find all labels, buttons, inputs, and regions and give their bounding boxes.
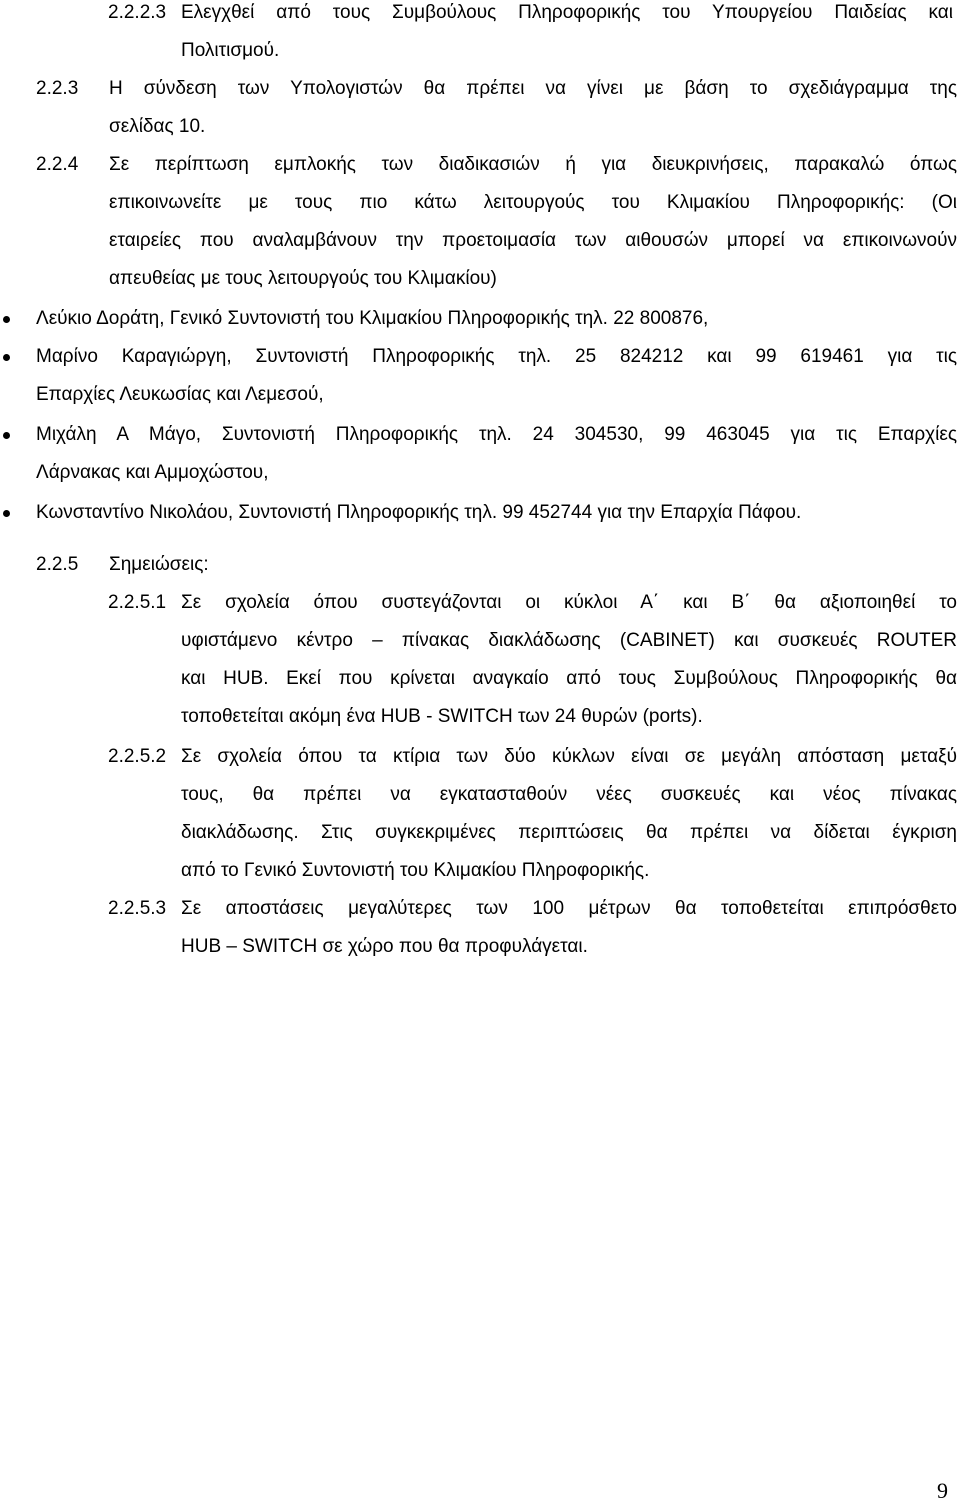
- note-number: 2.2.5.2: [108, 746, 167, 767]
- contact-text-line: Λεύκιο Δοράτη, Γενικό Συντονιστή του Κλιμακίου Πληροφορικής τηλ. 22 800876,: [36, 308, 709, 329]
- note-text-line: HUB – SWITCH σε χώρο που θα προφυλάγεται.: [181, 936, 588, 957]
- bullet-icon: [3, 432, 10, 439]
- note-text-line: Σε σχολεία όπου συστεγάζονται οι κύκλοι Α΄ και Β΄ θα αξιοποιηθεί το: [181, 592, 957, 613]
- note-text-line: Σε αποστάσεις μεγαλύτερες των 100 μέτρων θα τοποθετείται επιπρόσθετο: [181, 898, 957, 919]
- bullet-icon: [3, 354, 10, 361]
- section-text-line: Σε περίπτωση εμπλοκής των διαδικασιών ή για διευκρινήσεις, παρακαλώ όπως: [109, 154, 957, 175]
- note-text-line: από το Γενικό Συντονιστή του Κλιμακίου Πληροφορικής.: [181, 860, 650, 881]
- section-text-line: Ελεγχθεί από τους Συμβούλους Πληροφορικής του Υπουργείου Παιδείας και: [181, 2, 953, 23]
- section-text-line: Πολιτισμού.: [181, 40, 280, 61]
- section-text-line: σελίδας 10.: [109, 116, 206, 137]
- section-number: 2.2.3: [36, 78, 79, 99]
- contact-text-line: Μαρίνο Καραγιώργη, Συντονιστή Πληροφορικής τηλ. 25 824212 και 99 619461 για τις: [36, 346, 957, 367]
- section-number: 2.2.2.3: [108, 2, 167, 23]
- bullet-icon: [3, 316, 10, 323]
- section-text-line: εταιρείες που αναλαμβάνουν την προετοιμασία των αιθουσών μπορεί να επικοινωνούν: [109, 230, 957, 251]
- contact-text-line: Κωνσταντίνο Νικολάου, Συντονιστή Πληροφορικής τηλ. 99 452744 για την Επαρχία Πάφου.: [36, 502, 802, 523]
- note-number: 2.2.5.1: [108, 592, 167, 613]
- note-text-line: Σε σχολεία όπου τα κτίρια των δύο κύκλων είναι σε μεγάλη απόσταση μεταξύ: [181, 746, 957, 767]
- note-text-line: τοποθετείται ακόμη ένα HUB - SWITCH των 24 θυρών (ports).: [181, 706, 703, 727]
- page-number: 9: [937, 1478, 948, 1503]
- contact-text-line: Μιχάλη Α Μάγο, Συντονιστή Πληροφορικής τηλ. 24 304530, 99 463045 για τις Επαρχίες: [36, 424, 957, 445]
- section-number: 2.2.4: [36, 154, 79, 175]
- bullet-icon: [3, 510, 10, 517]
- note-text-line: και HUB. Εκεί που κρίνεται αναγκαίο από τους Συμβούλους Πληροφορικής θα: [181, 668, 957, 689]
- section-heading: Σημειώσεις:: [109, 554, 209, 575]
- note-text-line: διακλάδωσης. Στις συγκεκριμένες περιπτώσεις θα πρέπει να δίδεται έγκριση: [181, 822, 957, 843]
- note-number: 2.2.5.3: [108, 898, 167, 919]
- note-text-line: υφιστάμενο κέντρο – πίνακας διακλάδωσης (CABINET) και συσκευές ROUTER: [181, 630, 957, 651]
- contact-text-line: Λάρνακας και Αμμοχώστου,: [36, 462, 269, 483]
- section-number: 2.2.5: [36, 554, 79, 575]
- section-text-line: επικοινωνείτε με τους πιο κάτω λειτουργούς του Κλιμακίου Πληροφορικής: (Οι: [109, 192, 957, 213]
- section-text-line: Η σύνδεση των Υπολογιστών θα πρέπει να γίνει με βάση το σχεδιάγραμμα της: [109, 78, 957, 99]
- contact-text-line: Επαρχίες Λευκωσίας και Λεμεσού,: [36, 384, 324, 405]
- note-text-line: τους, θα πρέπει να εγκατασταθούν νέες συσκευές και νέος πίνακας: [181, 784, 957, 805]
- section-text-line: απευθείας με τους λειτουργούς του Κλιμακίου): [109, 268, 497, 289]
